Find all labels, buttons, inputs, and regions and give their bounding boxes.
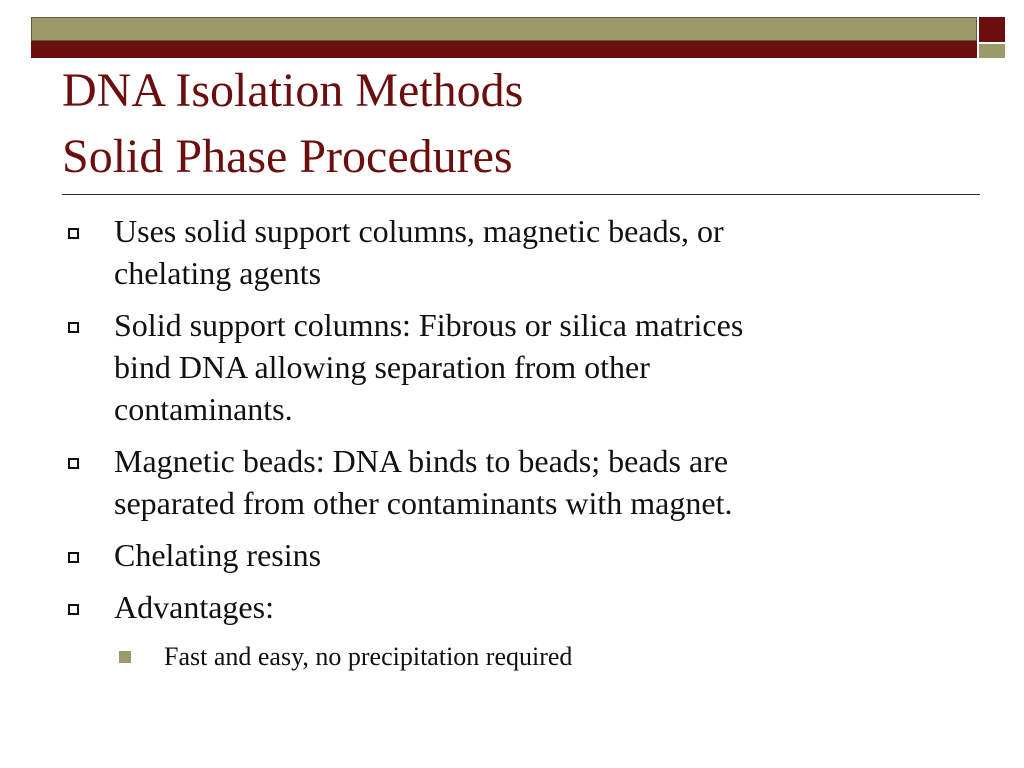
title-line-1: DNA Isolation Methods: [62, 64, 524, 117]
bullet-item: [62, 304, 942, 430]
bullet-line: Magnetic beads: DNA binds to beads; beads are: [114, 443, 729, 479]
slide-title: [62, 58, 962, 190]
bullet-line: contaminants.: [114, 391, 293, 427]
bullet-list: [62, 210, 942, 676]
bullet-line: Solid support columns: Fibrous or silica matrices: [114, 307, 744, 343]
bullet-line: separated from other contaminants with magnet.: [114, 485, 733, 521]
hollow-square-bullet-icon: [68, 604, 79, 615]
hollow-square-bullet-icon: [68, 552, 79, 563]
bullet-item: [62, 210, 942, 294]
bullet-line: Advantages:: [114, 589, 274, 625]
filled-square-bullet-icon: [119, 651, 131, 663]
title-line-2: Solid Phase Procedures: [62, 130, 513, 183]
hollow-square-bullet-icon: [68, 322, 79, 333]
sub-bullet-item: [62, 638, 942, 676]
bullet-item: [62, 534, 942, 576]
sub-bullet-line: Fast and easy, no precipitation required: [164, 642, 573, 671]
corner-block-dark: [979, 17, 1005, 42]
bullet-line: bind DNA allowing separation from other: [114, 349, 650, 385]
hollow-square-bullet-icon: [68, 228, 79, 239]
bullet-line: chelating agents: [114, 255, 322, 291]
header-band-olive: [31, 17, 977, 41]
corner-block-olive: [979, 44, 1005, 58]
bullet-item: [62, 440, 942, 524]
bullet-line: Chelating resins: [114, 537, 322, 573]
hollow-square-bullet-icon: [68, 458, 79, 469]
title-divider: [62, 194, 980, 195]
bullet-line: Uses solid support columns, magnetic beads, or: [114, 213, 724, 249]
bullet-item: [62, 586, 942, 628]
